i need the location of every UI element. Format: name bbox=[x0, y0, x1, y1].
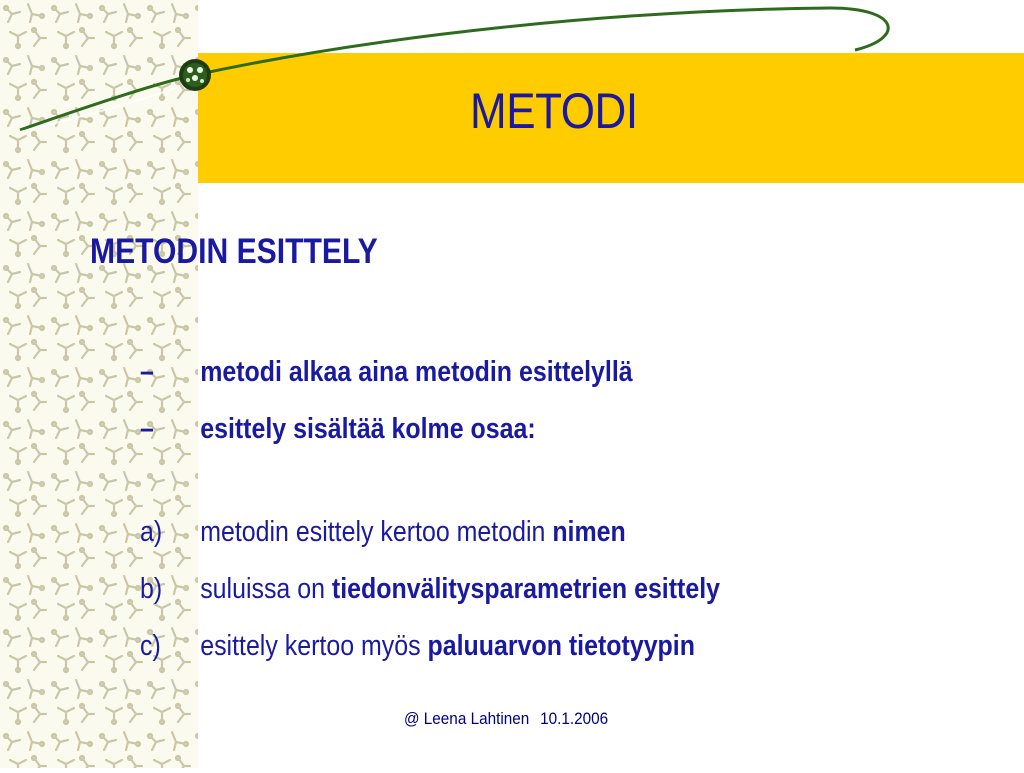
item-text-plain: metodin esittely kertoo metodin bbox=[200, 516, 553, 548]
list-item bbox=[140, 630, 695, 670]
dash-marker: – bbox=[140, 413, 154, 445]
letter-marker: c) bbox=[140, 630, 161, 662]
slide-title: METODI bbox=[470, 83, 638, 139]
footer bbox=[404, 709, 608, 729]
letter-marker: b) bbox=[140, 573, 163, 605]
list-item-text bbox=[200, 573, 720, 606]
item-text-bold: tiedonvälitysparametrien esittely bbox=[331, 573, 721, 605]
list-item-text: metodi alkaa aina metodin esittelyllä bbox=[200, 356, 633, 388]
list-item bbox=[140, 516, 626, 556]
item-text-plain: suluissa on bbox=[200, 573, 332, 605]
letter-marker: a) bbox=[140, 516, 163, 548]
item-text-bold: paluuarvon tietotyypin bbox=[427, 630, 695, 662]
list-item-text bbox=[200, 516, 626, 549]
list-item-text: esittely sisältää kolme osaa: bbox=[200, 413, 536, 445]
list-item bbox=[140, 573, 720, 613]
list-item-text bbox=[200, 630, 695, 663]
list-item bbox=[140, 413, 536, 453]
list-item bbox=[140, 356, 633, 396]
footer-date: 10.1.2006 bbox=[540, 709, 609, 728]
molecule-ball-icon bbox=[179, 59, 211, 91]
item-text-bold: nimen bbox=[552, 516, 626, 548]
item-text-plain: esittely kertoo myös bbox=[200, 630, 428, 662]
dash-marker: – bbox=[140, 356, 154, 388]
footer-author: @ Leena Lahtinen bbox=[404, 709, 530, 728]
section-heading: METODIN ESITTELY bbox=[90, 232, 378, 271]
